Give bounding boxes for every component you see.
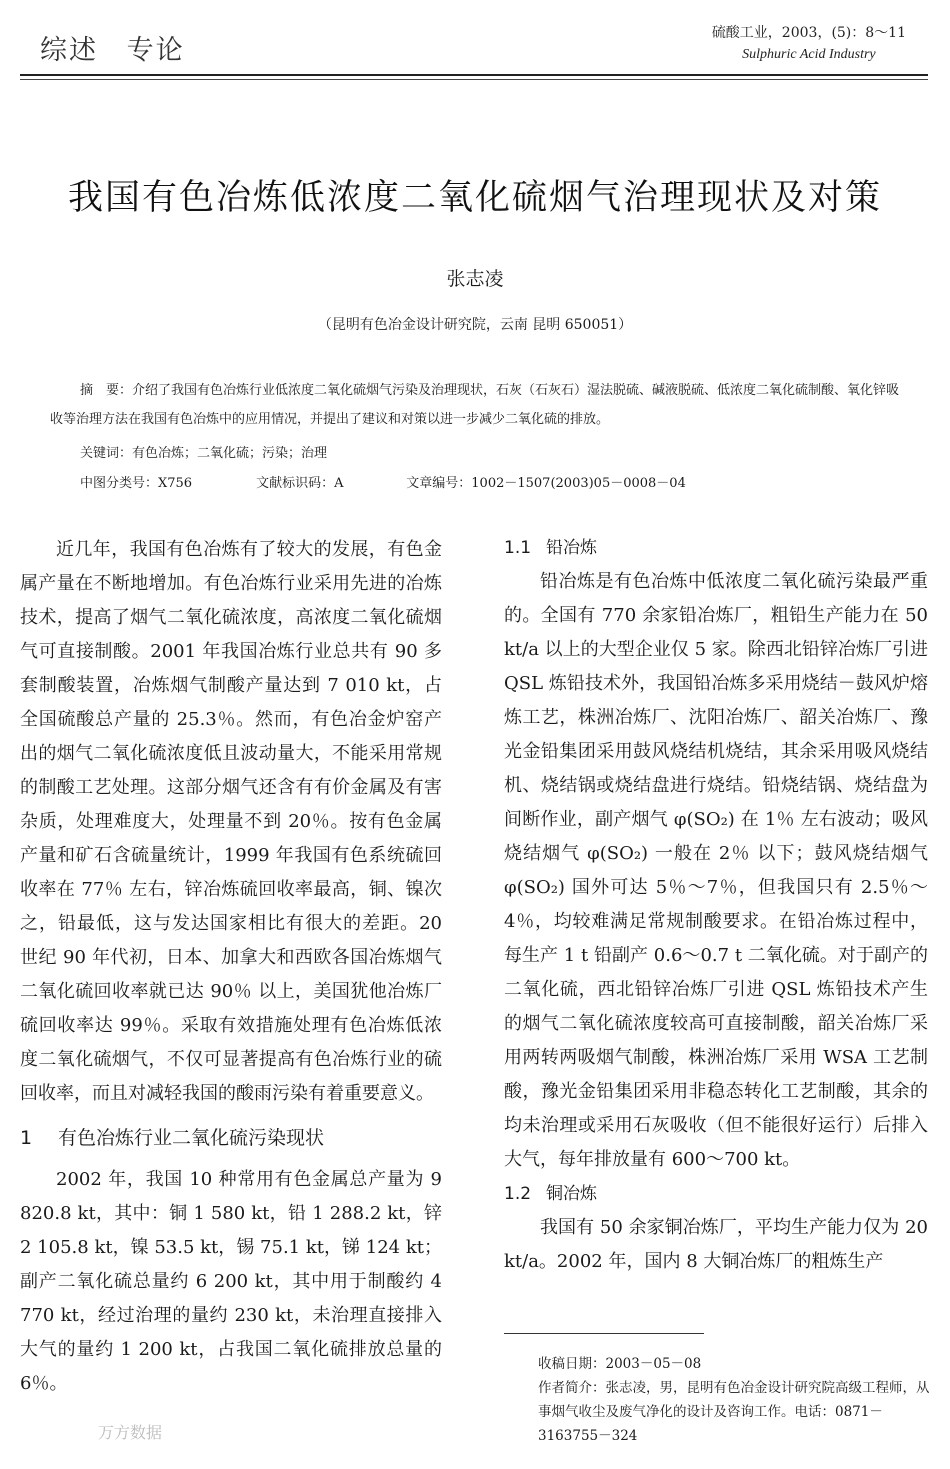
journal-name-en: Sulphuric Acid Industry	[742, 47, 876, 62]
footnote	[538, 1352, 930, 1448]
section-1-paragraph: 2002 年，我国 10 种常用有色金属总产量为 9 820.8 kt，其中：铜 1 580 kt，铅 1 288.2 kt，锌 2 105.8 kt，镍 53.5 kt，锡 75.1 kt，锑 124 kt；副产二氧化硫总量约 6 200 kt，其中用于制酸约 4 770 kt，经过治理的量约 230 kt，未治理直接排入大气的量约 1 200 kt，占我国二氧化硫排放总量的 6％。	[20, 1169, 442, 1394]
author-name: 张志凌	[446, 268, 504, 290]
section-label-review: 综述	[40, 35, 98, 66]
document-code: 文献标识码：A	[256, 476, 344, 491]
subsection-1-1-number: 1.1	[504, 538, 532, 558]
lead-smelting-paragraph: 铅冶炼是有色冶炼中低浓度二氧化硫污染最严重的。全国有 770 余家铅冶炼厂，粗铅生产能力在 50 kt/a 以上的大型企业仅 5 家。除西北铅锌冶炼厂引进 QSL 炼铅技术外，我国铅冶炼多采用烧结－鼓风炉熔炼工艺，株洲冶炼厂、沈阳冶炼厂、韶关冶炼厂、豫光金铅集团采用鼓风烧结机烧结，其余采用吸风烧结机、烧结锅或烧结盘进行烧结。铅烧结锅、烧结盘为间断作业，副产烟气 φ(SO₂) 在 1％ 左右波动；吸风烧结烟气 φ(SO₂) 一般在 2％ 以下；鼓风烧结烟气 φ(SO₂) 国外可达 5％～7％，但我国只有 2.5％～4％，均较难满足常规制酸要求。在铅冶炼过程中，每生产 1 t 铅副产 0.6～0.7 t 二氧化硫。对于副产的二氧化硫，西北铅锌冶炼厂引进 QSL 炼铅技术产生的烟气二氧化硫浓度较高可直接制酸，韶关冶炼厂采用两转两吸烟气制酸，株洲冶炼厂采用 WSA 工艺制酸，豫光金铅集团采用非稳态转化工艺制酸，其余的均未治理或采用石灰吸收（但不能很好运行）后排入大气，每年排放量有 600～700 kt。	[504, 571, 928, 1170]
abstract-text: 摘 要：介绍了我国有色冶炼行业低浓度二氧化硫烟气污染及治理现状，石灰（石灰石）湿法脱硫、碱液脱硫、低浓度二氧化硫制酸、氧化锌吸收等治理方法在我国有色冶炼中的应用情况，并提出了建议和对策以进一步减少二氧化硫的排放。	[50, 383, 900, 427]
abstract	[50, 376, 900, 434]
paper-title: 我国有色冶炼低浓度二氧化硫烟气治理现状及对策	[67, 178, 882, 218]
header-rule-thin	[20, 79, 928, 80]
subsection-1-2-number: 1.2	[504, 1184, 532, 1204]
left-column	[20, 533, 442, 1401]
clc-number: 中图分类号：X756	[80, 476, 193, 491]
journal-citation: 硫酸工业，2003，(5)：8～11	[711, 25, 906, 41]
affiliation: （昆明有色冶金设计研究院，云南 昆明 650051）	[317, 317, 633, 333]
section-label-topic: 专论	[126, 35, 185, 66]
keywords: 关键词：有色冶炼；二氧化硫；污染；治理	[80, 446, 328, 461]
subsection-1-1-title: 铅冶炼	[546, 538, 597, 558]
footnote-rule	[504, 1333, 704, 1334]
subsection-1-2-heading	[504, 1177, 928, 1211]
section-1-title: 有色冶炼行业二氧化硫污染现状	[58, 1127, 325, 1149]
header-rule-thick	[20, 74, 928, 76]
header-left	[40, 28, 203, 67]
section-1-number: 1	[20, 1127, 33, 1149]
subsection-1-1-heading	[504, 531, 928, 565]
article-number: 文章编号：1002－1507(2003)05－0008－04	[406, 476, 686, 491]
classification-line	[80, 472, 880, 491]
copper-smelting-paragraph: 我国有 50 余家铜冶炼厂，平均生产能力仅为 20 kt/a。2002 年，国内 8 大铜冶炼厂的粗炼生产	[504, 1217, 928, 1272]
section-1-heading	[20, 1121, 442, 1155]
intro-paragraph: 近几年，我国有色冶炼有了较大的发展，有色金属产量在不断地增加。有色冶炼行业采用先进的冶炼技术，提高了烟气二氧化硫浓度，高浓度二氧化硫烟气可直接制酸。2001 年我国冶炼行业总共有 90 多套制酸装置，冶炼烟气制酸产量达到 7 010 kt，占全国硫酸总产量的 25.3％。然而，有色冶金炉窑产出的烟气二氧化硫浓度低且波动量大，不能采用常规的制酸工艺处理。这部分烟气还含有有价金属及有害杂质，处理难度大，处理量不到 20％。按有色金属产量和矿石含硫量统计，1999 年我国有色系统硫回收率在 77％ 左右，锌冶炼硫回收率最高，铜、镍次之，铅最低，这与发达国家相比有很大的差距。20 世纪 90 年代初，日本、加拿大和西欧各国冶炼烟气二氧化硫回收率就已达 90％ 以上，美国犹他冶炼厂硫回收率达 99％。采取有效措施处理有色冶炼低浓度二氧化硫烟气，不仅可显著提高有色冶炼行业的硫回收率，而且对减轻我国的酸雨污染有着重要意义。	[20, 539, 442, 1104]
header-right	[712, 22, 906, 66]
watermark: 万方数据	[98, 1423, 163, 1442]
author-bio: 作者简介：张志凌，男，昆明有色冶金设计研究院高级工程师，从事烟气收尘及废气净化的设计及咨询工作。电话：0871－3163755－324	[538, 1380, 930, 1444]
right-column	[504, 531, 928, 1279]
received-date: 收稿日期：2003－05－08	[538, 1356, 702, 1372]
subsection-1-2-title: 铜冶炼	[546, 1184, 597, 1204]
